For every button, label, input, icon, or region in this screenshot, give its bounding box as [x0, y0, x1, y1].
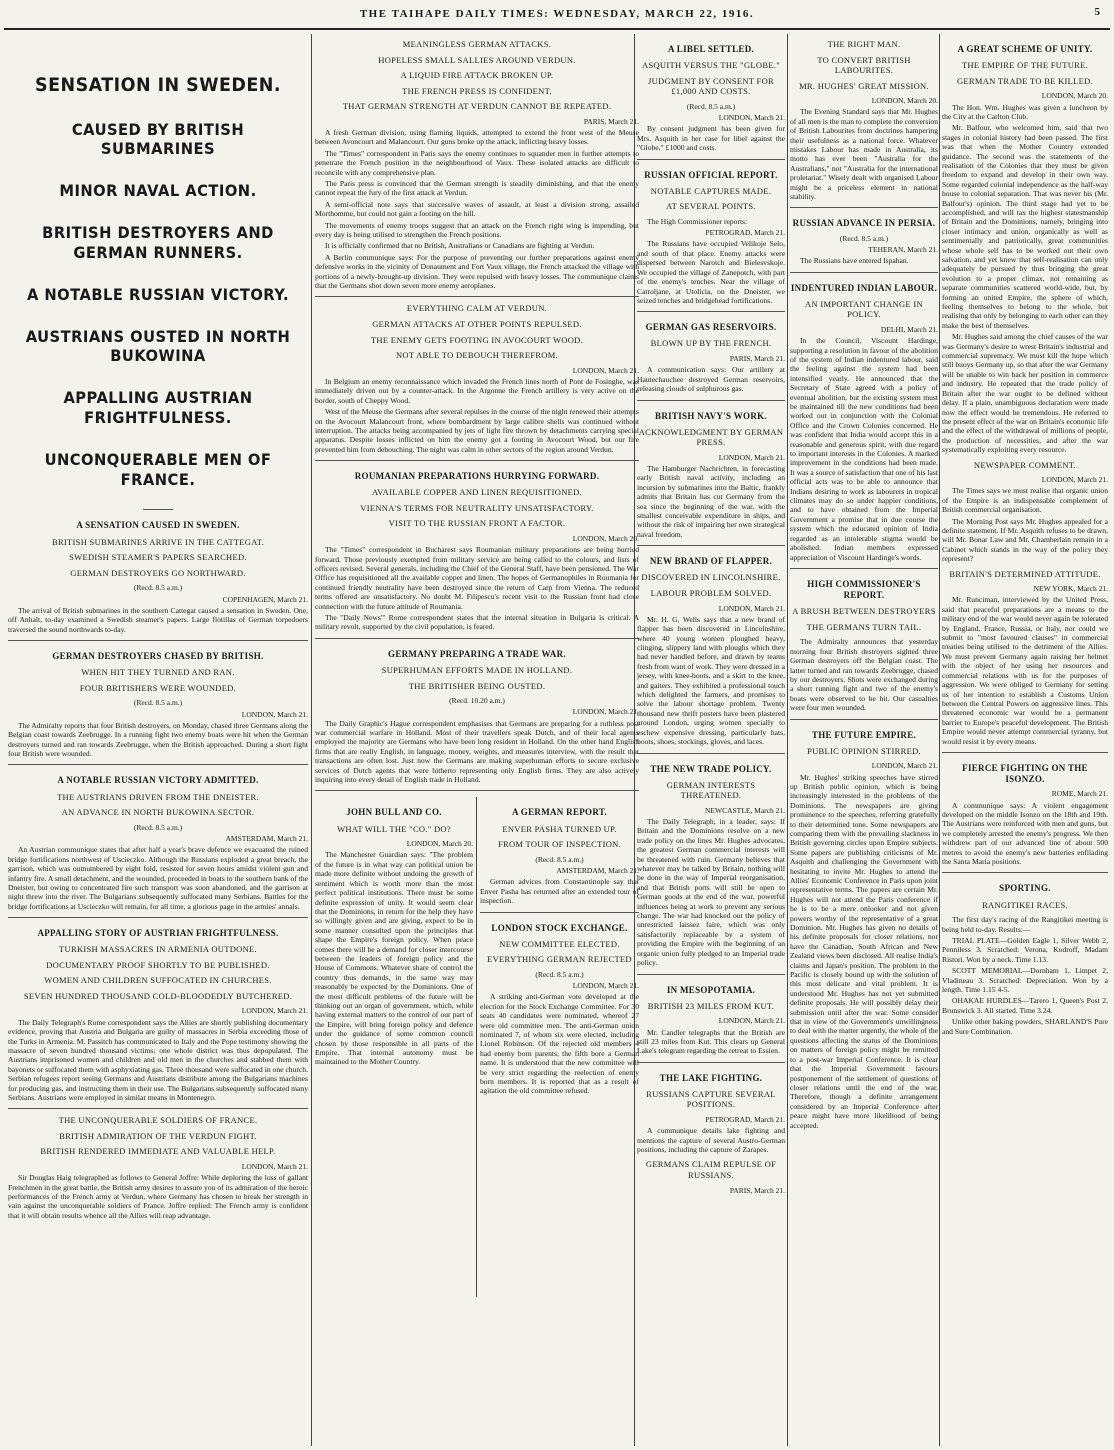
article-subhead: NEWSPAPER COMMENT. — [973, 459, 1077, 470]
display-headline: AUSTRIANS OUSTED IN NORTH BUKOWINA — [25, 326, 291, 366]
divider — [790, 719, 938, 720]
column-5 — [942, 34, 1108, 1446]
article-body: In the Council, Viscount Hardinge, supporting a resolution in favour of the abolition of the system of Indian indentured labour, said the feeling against the system had been intensified yearly. He announced that the Secretary of State agreed with a policy of eventual abolition, but the existing system must be maintained till the new conditions had been worked out in conjunction with the Colonial Office and the Crown Colonies concerned. He was confident that India would accept this in a reasonable and generous spirit, with due regard to important interests in the Colonies. A marked improvement in the conditions had been made. It was a source of satisfaction that one of his last official acts was to be able to announce that Indians desiring to work as labourers in tropical climates may do so under happier conditions, and to have obtained from the Imperial Government a promise that in due course the system which the educated opinion of India regarded as an intolerable stigma would be abolished. Indian members expressed appreciation of Viscount Hardinge's words. — [790, 336, 938, 562]
article-headline: LONDON STOCK EXCHANGE. — [491, 922, 628, 933]
article-headline: GERMAN GAS RESERVOIRS. — [645, 322, 777, 333]
article-subhead: THE EMPIRE OF THE FUTURE. — [961, 60, 1089, 71]
race-result: SCOTT MEMORIAL—Dornham 1, Limpet 2, Vladineau 3. Scratched: Depreciation. Won by a length. Time 1.15 4-5. — [942, 966, 1108, 994]
dateline: NEW YORK, March 21. — [1033, 584, 1108, 594]
article-headline: INDENTURED INDIAN LABOUR. — [790, 282, 938, 293]
article-headline: A GERMAN REPORT. — [511, 807, 608, 818]
article-subhead: GERMANS CLAIM REPULSE OF RUSSIANS. — [645, 1159, 777, 1180]
article-subhead: TO CONVERT BRITISH LABOURITES. — [817, 54, 911, 76]
divider — [315, 460, 639, 461]
article-subhead: ENVER PASHA TURNED UP. — [502, 823, 617, 834]
dateline: PARIS, March 21. — [583, 116, 639, 126]
article-headline: A LIBEL SETTLED. — [667, 44, 755, 54]
display-headline: SENSATION IN SWEDEN. — [35, 74, 281, 96]
article-body: A communication says: Our artillery at Hautechauchee destroyed German reservoirs, releasing clouds of sulphurous gas. — [637, 365, 785, 394]
received-note: (Recd. 8.5 a.m.) — [133, 583, 183, 593]
dateline: LONDON, March 21. — [241, 1161, 308, 1171]
article-subhead: TURKISH MASSACRES IN ARMENIA OUTDONE. — [59, 944, 257, 955]
article-headline: NEW BRAND OF FLAPPER. — [649, 556, 773, 567]
article-headline: ROUMANIAN PREPARATIONS HURRYING FORWARD. — [354, 471, 600, 482]
divider — [790, 207, 938, 208]
display-headline: BRITISH DESTROYERS AND GERMAN RUNNERS. — [42, 223, 274, 262]
display-headline: MINOR NAVAL ACTION. — [59, 181, 257, 201]
article-subhead: THAT GERMAN STRENGTH AT VERDUN CANNOT BE REPEATED. — [342, 101, 612, 112]
article-subhead: VISIT TO THE RUSSIAN FRONT A FACTOR. — [388, 518, 566, 529]
article-subhead: AN ADVANCE IN NORTH BUKOWINA SECTOR. — [61, 807, 255, 818]
dateline: LONDON, March 20. — [406, 839, 473, 849]
article-headline: THE FUTURE EMPIRE. — [811, 729, 917, 740]
column-1 — [8, 34, 308, 1446]
divider — [942, 872, 1108, 873]
divider — [8, 917, 308, 918]
article-headline: SPORTING. — [999, 883, 1051, 894]
article-subhead: THE ENEMY GETS FOOTING IN AVOCOURT WOOD. — [370, 334, 584, 345]
article-body: The Morning Post says Mr. Hughes appealed for a definite statement. If Mr. Asquith refuses to be drawn, will Mr. Bonar Law and Mr. Chamberlain remain in a Cabinet which stands in the way of the policy they represent? — [942, 516, 1108, 564]
article-subhead: WOMEN AND CHILDREN SUFFOCATED IN CHURCHES. — [44, 975, 272, 986]
article-subhead: AT SEVERAL POINTS. — [666, 201, 756, 212]
article-subhead: JUDGMENT BY CONSENT FOR £1,000 AND COSTS. — [648, 75, 774, 97]
article-body: Sir Douglas Haig telegraphed as follows to General Joffre: While deploring the loss of gallant Frenchmen in the great battle, the British army desires to assure you of its admiration of the heroic performances of the French army at Verdun, where Germany has chosen to break her strength in vain against the unconquerable soldiers of France. Joffre replied: The French army is confident that it will obtain results whence all the Allies will reap advantage. — [8, 1173, 308, 1220]
article-headline: A GREAT SCHEME OF UNITY. — [957, 44, 1093, 54]
article-subhead: A LIQUID FIRE ATTACK BROKEN UP. — [400, 70, 554, 81]
divider — [637, 545, 785, 546]
article-body: The first day's racing of the Rangitikei meeting is being held to-day. Results:— — [942, 915, 1108, 934]
dateline: PETROGRAD, March 21. — [705, 228, 785, 238]
divider — [637, 159, 785, 160]
divider — [315, 296, 639, 297]
divider — [315, 790, 639, 791]
article-headline: A NOTABLE RUSSIAN VICTORY ADMITTED. — [57, 775, 259, 786]
divider — [8, 764, 308, 765]
article-body: A communique details lake fighting and mentions the capture of several Austro-German positions, including the capture of Zarapes. — [637, 1126, 785, 1155]
article-body: Mr. Balfour, who welcomed him, said that two stages in colonial history had been passed. The first was that when the Mother Country extended guidance. The second was the statements of the realisation of the Colonies that they must be given freedom to expand and develop in their own way. Some regarded colonial independence as the half-way house to colonial separation. That was never his (Mr. Balfour's) opinion. The third stage had yet to be accomplished, and will tax the highest statesmanship of Britain and the Dominions, namely, bringing into closer intimacy and union, organically as well as sentimentally and patriotically, great communities whose whole self has to be worked out their own salvation, and yet knew that self-realisation can only adequately be pursued by thus bringing the great evolution to a proper climax, not remaining as separate communities scattered world-wide, but, by forming an united Empire, the sphere of which, feeling themselves to belong to the whole, but realising that only by belonging to each other can they make the best of themselves. — [942, 123, 1108, 330]
article-headline: RUSSIAN OFFICIAL REPORT. — [644, 169, 778, 180]
dateline: LONDON, March 21. — [718, 1016, 785, 1026]
dateline: LONDON, March 21. — [241, 709, 308, 719]
race-result: TRIAL PLATE—Golden Eagle 1, Silver Webb 2, Penniless 3. Scratched: Verona, Kodroff, Madam Ristori. Won by a neck. Time 1.13. — [942, 935, 1108, 964]
article-body: The Admiralty reports that four British destroyers, on Monday, chased three Germans along the Belgian coast towards Zeebrugge. In a running fight two enemy boats were hit when the German destroyers turned and ran towards Zeebrugge, when the British approached. During a short fight four British were wounded. — [8, 720, 308, 759]
dateline: LONDON, March 21. — [572, 707, 639, 717]
divider — [480, 912, 639, 913]
article-subhead: VIENNA'S TERMS FOR NEUTRALITY UNSATISFACTORY. — [360, 502, 594, 513]
article-body: An Austrian communique states that after half a year's brave defence we evacuated the ruined bridge fortifications northwest of Uscieczko. Although the Russians exploded a great breach, the garrison, which was outnumbered by eight fold, resisted for seven hours amidst violent gun and infantry fire. A small detachment, and the wounded, proceeded in boats to the southern bank of the Dneister, but owing to concentrated fire such transport was soon abandoned, and the garrison at night threw into the river. The Bulgarians subsequently suffocated many Serbians. Battles for the bridge fortifications at Uscieczko will remain, for all time, a glorious page in the armies' annals. — [8, 845, 308, 911]
article-body: German advices from Constantinople say that Enver Pasha has returned after an extended tour of inspection. — [480, 877, 639, 906]
article-headline: FIERCE FIGHTING ON THE ISONZO. — [962, 762, 1088, 785]
subcolumn-left — [315, 797, 473, 1068]
article-body: The Daily Telegraph, in a leader, says: If Britain and the Dominions resolve on a new trade policy on the lines Mr. Hughes advocates, the greatest German commercial interests will be threatened with ruin. Germany believes that whatever may be talked by Britain, nothing will be done in the way of Imperial reorganisation, and that British ports will still be open to German goods at the end of the war, powerful influences being at work to prevent any serious change. The war had knocked out the policy of unrestricted laissez faire, which was only satisfactorily replaceable by a system of providing the Empire with the beginning of an organic union fully pledged to an Imperial trade policy. — [637, 817, 785, 968]
dateline: AMSTERDAM, March 21. — [556, 866, 639, 875]
masthead-rule — [4, 28, 1110, 30]
divider — [8, 640, 308, 641]
article-subhead: HOPELESS SMALL SALLIES AROUND VERDUN. — [378, 54, 576, 65]
display-headline: APPALLING AUSTRIAN FRIGHTFULNESS. — [63, 388, 253, 427]
article-body: The movements of enemy troops suggest that an attack on the French right wing is impending, but every day is being utilised to strengthen the French positions. — [315, 220, 639, 240]
display-headline: UNCONQUERABLE MEN OF FRANCE. — [44, 449, 272, 489]
received-note: (Recd. 10.20 a.m.) — [449, 696, 505, 706]
article-subhead: RUSSIANS CAPTURE SEVERAL POSITIONS. — [646, 1088, 776, 1110]
article-subhead: SWEDISH STEAMER'S PAPERS SEARCHED. — [69, 552, 247, 563]
article-body: Mr. Hughes' striking speeches have stirred up British public opinion, which is being increasingly interested in the problems of the Dominions. The newspapers are giving prominence to the speeches, referring gratefully to their determined tone. Some newspapers are comparing them with the prevailing slackness in British governing circles upon Empire subjects. Some papers are publishing criticisms of Mr. Asquith and challenging the Government with hesitating to invite Mr. Hughes to attend the Allies' Economic Conference in Paris upon joint representative terms. The papers are certain Mr. Hughes will not attend the Paris conference if he is to be a mere onlooker and not given powers worthy of the representative of a great Dominion. Mr. Hughes has given no details of his definite proposals for closer relations, nor have the Canadian, South African and New Zealand views been disclosed. All realise India's claims and Japan's position. The problem in the Pacific is closely bound up with the solution of this most delicate and vital problem. It is understood Mr. Hughes has not yet submitted definite proposals. He will possibly delay their submission until after the war. Some consider that in view of the Government's unwillingness to deal with the matter urgently, the whole of the questions affecting the status of the Dominions on matters of foreign policy might be remitted to a post-war Imperial Conference. It is clear that the Imperial Government favours postponement of the settlement of questions of closer relations until the end of the war. Therefore, though a definite arrangement considered by an Imperial Conference after peace might have more likelihood of being accepted. — [790, 772, 938, 1130]
article-body: The Paris press is convinced that the German strength is steadily diminishing, and that the enemy cannot repeat the fury of the first attack at Verdun. — [315, 178, 639, 198]
dateline: LONDON, March 21. — [718, 113, 785, 123]
article-body: The Manchester Guardian says: "The problem of the future is in what way can political union be made more definite without undoing the growth of sentiment which is worth more than the most perfect political institutions. There must be some definite expression of unity. It would seem clear that the Dominions, in return for the help they have so willingly given and are giving, expect to be in some manner consulted upon the principles that shape the Empire's foreign policy. When peace comes there will be a demand for closer intercourse between the leaders of foreign policy and the House of Commons. Whatever share of control the country thus demands, in the same way may reasonably be expected by the Dominions. One of the most difficult problems of the future will be thinking out an organ of government, which, while having external matters to the control of our part of the Empire, will bring foreign policy and defence under the guidance of some common council chosen by those responsible in all parts of the Empire. That internal autonomy must be maintained to the Mother Country. — [315, 850, 473, 1067]
divider — [315, 638, 639, 639]
article-subhead: THE FRENCH PRESS IS CONFIDENT. — [402, 85, 552, 96]
dateline: COPENHAGEN, March 21. — [222, 594, 308, 604]
divider — [942, 752, 1108, 753]
article-subhead: ASQUITH VERSUS THE "GLOBE." — [642, 60, 780, 71]
race-result: OHAKAE HURDLES—Tarero 1, Queen's Post 2, Brunswick 3. All started. Time 3.24. — [942, 996, 1108, 1015]
article-body: A fresh German division, using flaming liquids, attempted to extend the front west of the Meuse between Avoncourt and Malancourt. Our guns broke up the attack, inflicting heavy losses. — [315, 127, 639, 147]
divider — [637, 311, 785, 312]
dateline: TEHERAN, March 21. — [868, 244, 938, 254]
article-body: Mr. Candler telegraphs that the British are still 23 miles from Kut. This clears up General Lake's telegram regarding the retreat to Essien. — [637, 1027, 785, 1056]
divider — [637, 400, 785, 401]
article-body: West of the Meuse the Germans after several repulses in the course of the night renewed their attempts on the Avocourt Malancourt front, where bombardment by large calibre shells was continued without interruption. The attacks being accompanied by jets of light fire thrown by detachments carrying special apparatus. Despite losses inflicted on him the enemy got a footing in Avocourt Wood, but our fire prevented him from debouching. The night was calm in other sectors of the region around Verdun. — [315, 407, 639, 454]
dateline: AMSTERDAM, March 21. — [225, 834, 308, 843]
dateline: PARIS, March 21. — [729, 1185, 785, 1195]
column-4 — [790, 34, 938, 1446]
article-subhead: THE GERMANS TURN TAIL. — [806, 621, 922, 632]
article-subhead: LABOUR PROBLEM SOLVED. — [650, 587, 772, 598]
article-body: The "Daily News'" Rome correspondent states that the internal situation in Bulgaria is critical. A military revolt, supported by the civil population, is feared. — [315, 613, 639, 632]
column-rule — [476, 797, 477, 1297]
page-number: 5 — [1094, 6, 1100, 18]
article-subhead: BRITISH RENDERED IMMEDIATE AND VALUABLE HELP. — [40, 1146, 276, 1157]
article-subhead: A BRUSH BETWEEN DESTROYERS — [792, 606, 936, 617]
article-subhead: GERMAN TRADE TO BE KILLED. — [956, 75, 1093, 86]
dateline: LONDON, March 21. — [1041, 475, 1108, 485]
article-headline: GERMANY PREPARING A TRADE WAR. — [388, 648, 566, 659]
received-note: (Recd. 8.5 a.m.) — [133, 698, 183, 708]
article-body: In Belgium an enemy reconnaissance which invaded the French lines north of Pont de Fosinghe, was immediately driven out by a counter-attack. In the Argonne the French artillery is very active on the border, south of Cheppy Wood. — [315, 376, 639, 405]
dateline: DELHI, March 21. — [880, 324, 938, 334]
divider — [8, 1108, 308, 1109]
dateline: PETROGRAD, March 21. — [705, 1114, 785, 1124]
divider — [637, 974, 785, 975]
article-body: Mr. H. G. Wells says that a new brand of flapper has been discovered in Lincolnshire, where 40 young women ploughed heavy, clinging, slippery land with ploughs which they had never handled before, and drawn by teams fresh from want of work. They were dressed in a jersey, with knee-boots, and a skirt to the knee, and gaiters. They exhibited a professional touch which delighted the farmers, and promises to solve the labour shortage problem. Twenty thousand new thrift posters have been plastered around London, urging women specially to eschew expensive dressing, particularly hats, boots, shoes, stockings, gloves, and laces. — [637, 614, 785, 747]
article-subhead: BRITISH 23 MILES FROM KUT. — [647, 1000, 775, 1011]
divider — [790, 272, 938, 273]
article-subhead: THE BRITISHER BEING OUSTED. — [408, 680, 546, 691]
article-subhead: DISCOVERED IN LINCOLNSHIRE. — [641, 572, 781, 583]
split-section — [315, 797, 639, 1297]
article-subhead: BRITISH SUBMARINES ARRIVE IN THE CATTEGAT. — [51, 536, 265, 547]
article-body: The arrival of British submarines in the southern Cattegat caused a sensation in Sweden. One, off Anhalt, to-day examined a Swedish steamer's papers. Large flotillas of German torpedoers traversed the sound northwards to-day. — [8, 605, 308, 634]
article-subhead: SEVEN HUNDRED THOUSAND COLD-BLOODEDLY BUTCHERED. — [23, 990, 293, 1001]
article-headline: THE UNCONQUERABLE SOLDIERS OF FRANCE. — [58, 1115, 258, 1126]
article-body: Mr. Hughes said among the chief causes of the war was Germany's desire to wrest Britain's industrial and commercial supremacy. We must kill the hope which still buoys Germany up, so that after the war Germany will be unable to win back her position in commerce and industry. He repeated that the trade policy of Britain after the war ought to be defined without delay. If a plain, unambiguous declaration were made now the effect would be tremendous. He referred to the present effect of the war on Britain's economic life and the effect of the withdrawal of millions of people, the production of necessities, and after the war systematically exploiting every resource. — [942, 332, 1108, 455]
article-headline: EVERYTHING CALM AT VERDUN. — [406, 303, 548, 314]
article-subhead: BRITAIN'S DETERMINED ATTITUDE. — [949, 568, 1101, 579]
article-headline: A SENSATION CAUSED IN SWEDEN. — [76, 520, 240, 531]
display-headline: CAUSED BY BRITISH SUBMARINES — [71, 119, 245, 159]
column-rule — [939, 34, 940, 1446]
dateline: LONDON, March 21. — [241, 1006, 308, 1016]
dateline: ROME, March 21. — [1051, 789, 1108, 799]
article-headline: THE NEW TRADE POLICY. — [650, 763, 772, 774]
article-subhead: EVERYTHING GERMAN REJECTED — [487, 954, 632, 965]
article-subhead: SUPERHUMAN EFFORTS MADE IN HOLLAND. — [381, 664, 573, 675]
article-headline: THE RIGHT MAN. — [827, 39, 901, 49]
article-body: A communique says: A violent engagement developed on the middle Isonzo on the 18th and 19th. The Austrians were reinforced with men and guns, but we completely arrested the enemy's progress. We then withdrew part of our advanced line of about 500 metres to avoid the enemy's new batteries enfilading the Santa Maria positions. — [942, 800, 1108, 866]
article-subhead: ACKNOWLEDGMENT BY GERMAN PRESS. — [638, 426, 784, 448]
article-subhead: NOTABLE CAPTURES MADE. — [650, 185, 772, 196]
article-body: A striking anti-German vote developed at the election for the Stock Exchange Committee. For 30 seats 40 candidates were nominated, whereof 27 were old committee men. The anti-German union nominated 7, of whom six were elected, including Lionel Robinson. Of the rejected old members 4 had enemy born parents, the fifth bore a German name. It is understood that the new committee will be very strict regarding the reelection of enemy born members. It is reported that as a result of agitation the old committee refused. — [480, 992, 639, 1096]
received-note: (Recd. 8.5 a.m.) — [535, 969, 584, 979]
article-subhead: GERMAN DESTROYERS GO NORTHWARD. — [70, 567, 246, 578]
article-body: The Russians have occupied Velikoje Selo, and south of that place. Enemy attacks were dispersed between Narotch and Bielesvskoje. We occupied the village of Zanepotch, with part of the enemy's tenches. Near the village of Catroljane, at Utolicia, on the Dneister, we seized tenches and bridgehead fortifications. — [637, 239, 785, 305]
article-headline: IN MESOPOTAMIA. — [666, 984, 756, 995]
dateline: LONDON, March 21. — [871, 761, 938, 771]
article-subhead: GERMAN INTERESTS THREATENED. — [666, 779, 756, 801]
article-subhead: NEW COMMITTEE ELECTED. — [499, 938, 620, 949]
dateline: LONDON, March 20. — [871, 96, 938, 106]
article-body: The Hon. Wm. Hughes was given a luncheon by the City at the Carlton Club. — [942, 102, 1108, 121]
article-subhead: PUBLIC OPINION STIRRED. — [807, 745, 921, 756]
column-rule — [311, 34, 312, 1446]
received-note: (Recd. 8.5 a.m.) — [133, 822, 183, 832]
divider — [637, 753, 785, 754]
dateline: LONDON, March 21. — [718, 603, 785, 613]
masthead — [0, 0, 1114, 30]
article-headline: THE LAKE FIGHTING. — [659, 1072, 763, 1083]
article-headline: JOHN BULL AND CO. — [346, 807, 442, 818]
article-body: A semi-official note says that successive waves of assault, at least a division strong, assailed Morthomme, but could not gain a footing on the hill. — [315, 199, 639, 219]
article-subhead: FROM TOUR OF INSPECTION. — [497, 839, 622, 850]
divider — [790, 568, 938, 569]
dateline: NEWCASTLE, March 21. — [705, 805, 785, 815]
article-body: The Daily Graphic's Hague correspondent emphasises that Germans are preparing for a ruthless post war commercial warfare in Holland. Most of their travellers speak Dutch, and of their local agents employed the majority are Germans who have been long resident in Holland. On the other hand English firms that are really English, in language, money, weights, and measures interview, with the result that transactions are often lost. Just now the Germans are making superhuman efforts to secure exclusive services of Dutch agents that were hitherto representing only English firms. They are also actively inquiring into every detail of English trade in Holland. — [315, 718, 639, 785]
article-body: The Daily Telegraph's Rome correspondent says the Allies are shortly publishing documentary evidence, proving that Austria and Bulgaria are guilty of massacres in Serbia exceeding those of the Turks in Armenia. M. Passitch has communicated to Italy and the Pope testimony showing the massacre of seven hundred thousand victims; one whole district was thus depopulated. The Austrians imprisoned women and children and old men in the churches and stabbed them with bayonets or suffocated them with asphyxiating gas. Three thousand were suffocated in one church. Serbian refugees report seeing Germans and Austrians distribute among the Bulgarians machines for producing gas, and instructing them in their use. The Bulgarians subsequently suffocated many Serbians. Austrians were employed in similar means in Montenegro. — [8, 1017, 308, 1102]
article-headline: MEANINGLESS GERMAN ATTACKS. — [402, 39, 552, 49]
article-body: By consent judgment has been given for Mrs. Asquith in her case for libel against the "Globe," £1000 and costs. — [637, 124, 785, 153]
article-headline: BRITISH NAVY'S WORK. — [655, 410, 767, 421]
display-headline: A NOTABLE RUSSIAN VICTORY. — [26, 284, 290, 304]
article-subhead: THE AUSTRIANS DRIVEN FROM THE DNEISTER. — [57, 791, 259, 802]
article-subhead: RANGITIKEI RACES. — [982, 899, 1068, 910]
article-subhead: WHAT WILL THE "CO." DO? — [337, 823, 451, 834]
article-body: It is officially confirmed that no British, Australians or Canadians are fighting at Verdun. — [325, 241, 595, 251]
article-body: The "Times" correspondent in Bucharest says Roumanian military preparations are being hurried forward. Those previously exempted from military service are being called to the colours, and lists of officers revised. Several generals, including the Chief of the General Staff, have been pensioned. The War Office has requisitioned all the available copper and linen. The hopes of Germanophiles in Roumania for continued friendly neutrality have been destroyed since the return of Carp from Vienna. The reduced terms offered are unsatisfactory. No doubt M. Filipescu's recent visit to the Russian front had close connection with the future attitude of Roumania. — [315, 545, 639, 611]
newspaper-masthead-title: THE TAIHAPE DAILY TIMES: WEDNESDAY, MARCH 22, 1916. — [359, 8, 755, 20]
column-3 — [637, 34, 785, 1446]
article-subhead: AVAILABLE COPPER AND LINEN REQUISITIONED. — [371, 487, 583, 498]
article-body: The Hamburger Nachrichten, in forecasting early British naval activity, including an incursion by submarines into the Baltic, frankly admits that Britain has cut Germany from the sea since the beginning of the war, with the smallest conceivable expenditure in ships, and without the risk of impairing her own strategical naval freedom. — [637, 464, 785, 539]
divider — [143, 509, 173, 510]
divider — [637, 1062, 785, 1063]
column-rule — [787, 34, 788, 1446]
dateline: LONDON, March 20. — [572, 533, 639, 543]
article-headline: HIGH COMMISSIONER'S REPORT. — [807, 578, 921, 601]
column-2 — [315, 34, 639, 1446]
article-subhead: FOUR BRITISHERS WERE WOUNDED. — [79, 682, 237, 693]
article-headline: RUSSIAN ADVANCE IN PERSIA. — [792, 218, 936, 229]
article-body: A Berlin communique says: For the purpose of preventing our further preparations against enemy defensive works in the vicinity of Donaument and Fort Vaux village, the French attacked the village with portions of a newly-brought-up division. They were repulsed with heavy losses. The communique claims that the Germans shot down seven more enemy aeroplanes. — [315, 252, 639, 291]
article-subhead: BRITISH ADMIRATION OF THE VERDUN FIGHT. — [59, 1130, 257, 1141]
article-subhead: NOT ABLE TO DEBOUCH THEREFROM. — [395, 350, 559, 361]
article-subhead: BLOWN UP BY THE FRENCH. — [650, 338, 772, 349]
article-body: The High Commissioner reports: — [647, 216, 748, 226]
article-body: The Times says we must realise that organic union of the Empire is an indispensable complement of British commercial organisation. — [942, 486, 1108, 515]
received-note: (Recd. 8.5 a.m.) — [839, 233, 889, 243]
article-body: The Russians have entered Ispahan. — [800, 256, 909, 266]
article-body: The Evening Standard says that Mr. Hughes of all men is the man to complete the conversion of British Labourites from doctrines hampering their usefulness as a national force. Whatever mistakes Labour has made in Australia, its motto has ever been "Australia for the Australians," not "Australia for the international proletariat." Wisely dealt with organised Labour might be a priceless element in national stability. — [790, 107, 938, 202]
article-subhead: WHEN HIT THEY TURNED AND RAN. — [81, 667, 235, 678]
article-subhead: AN IMPORTANT CHANGE IN POLICY. — [805, 298, 923, 320]
article-body: The "Times" correspondent in Paris says the enemy continues to squander men in further attempts to penetrate the French position in the neighbourhood of Vaux. These isolated attacks are difficult to reconcile with any comprehensive plan. — [315, 148, 639, 177]
dateline: PARIS, March 21. — [729, 354, 785, 364]
subcolumn-right — [480, 797, 639, 1097]
received-note: (Recd. 8.5 a.m.) — [686, 101, 736, 111]
article-body: Mr. Runciman, interviewed by the United Press, said that peaceful preparations are a means to the military end of the war would never again be tolerated by England, France, Russia, or Italy, nor could we submit to "most favoured clauses" in commercial treaties being utilised to the detriment of the Allies. We must prevent Germany again raising her helmet with the object of her using her resources and commercial relations with us for the purposes of aggression. We were obliged to Germany for setting us of her intention to establish a Customs Union between the Central Powers on aggressive lines. This threatened economic war would be a permanent barrier to Europe's peaceful development. The British Empire would never attempt commercial tyranny, but would resist it by every means. — [942, 595, 1108, 746]
received-note: (Recd. 8.5 a.m.) — [535, 854, 584, 864]
article-subhead: MR. HUGHES' GREAT MISSION. — [799, 80, 929, 91]
dateline: LONDON, March 21. — [572, 365, 639, 375]
dateline: LONDON, March 20. — [1041, 91, 1108, 101]
dateline: LONDON, March 21. — [572, 981, 639, 991]
article-headline: APPALLING STORY OF AUSTRIAN FRIGHTFULNESS. — [37, 928, 279, 939]
article-headline: GERMAN DESTROYERS CHASED BY BRITISH. — [52, 651, 264, 662]
article-subhead: GERMAN ATTACKS AT OTHER POINTS REPULSED. — [372, 318, 582, 329]
article-subhead: DOCUMENTARY PROOF SHORTLY TO BE PUBLISHED. — [46, 959, 270, 970]
advertisement-text: Unlike other baking powders, SHARLAND'S Pure and Sure Combination. — [942, 1017, 1108, 1036]
dateline: LONDON, March 21. — [718, 452, 785, 462]
article-body: The Admiralty announces that yesterday morning four British destroyers sighted three German destroyers off the Belgian coast. The latter turned and ran towards Zeebrugge, chased by our destroyers. Shots were exchanged during a short running fight and two of the enemy's boats were observed to be hit. Our casualties were four men wounded. — [790, 637, 938, 713]
